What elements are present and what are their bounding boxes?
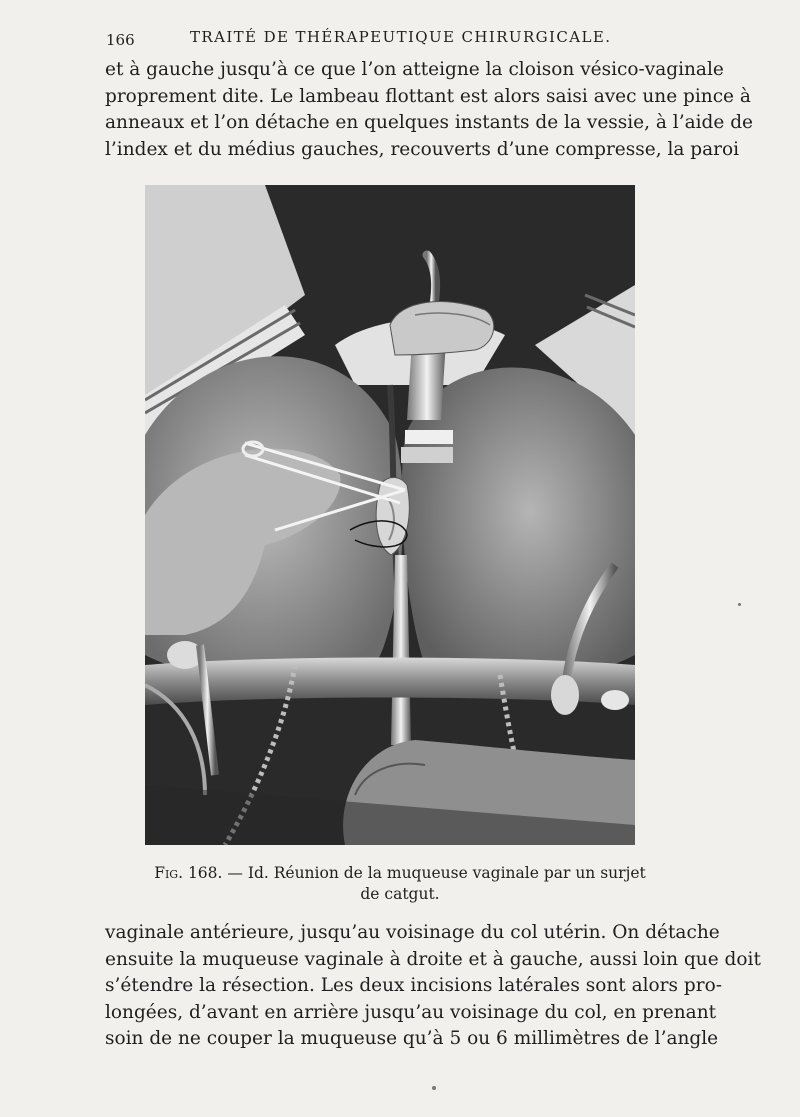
page-number: 166: [106, 31, 135, 49]
text-line: ensuite la muqueuse vaginale à droite et à gauche, aussi loin que doit: [105, 948, 761, 970]
surgical-illustration: [145, 185, 635, 845]
text-line: soin de ne couper la muqueuse qu’à 5 ou 6 millimètres de l’angle: [105, 1028, 719, 1049]
text-line: l’index et du médius gauches, recouverts d’une compresse, la paroi: [105, 138, 740, 160]
caption-line-2: de catgut.: [360, 885, 440, 903]
text-line: longées, d’avant en arrière jusqu’au voisinage du col, en prenant: [105, 1001, 717, 1023]
illustration-drawing: [145, 185, 635, 845]
text-line: proprement dite. Le lambeau flottant est alors saisi avec une pince à: [105, 85, 751, 107]
text-line: vaginale antérieure, jusqu’au voisinage du col utérin. On détache: [105, 922, 720, 943]
text-line: et à gauche jusqu’à ce que l’on atteigne la cloison vésico-vaginale: [105, 59, 724, 80]
running-title: TRAITÉ DE THÉRAPEUTIQUE CHIRURGICALE.: [190, 28, 612, 46]
figure-caption: [150, 863, 650, 905]
text-line: anneaux et l’on détache en quelques instants de la vessie, à l’aide de: [105, 112, 754, 133]
caption-text: — Id. Réunion de la muqueuse vaginale par un surjet: [222, 864, 646, 882]
paper-speck: [738, 603, 741, 606]
text-line: s’étendre la résection. Les deux incisions latérales sont alors pro-: [105, 975, 722, 996]
bottom-paragraph: [105, 920, 761, 1053]
figure-label: Fig. 168.: [154, 864, 223, 882]
top-paragraph: [105, 57, 754, 163]
paper-speck: [432, 1086, 436, 1090]
caption-line-1: [150, 863, 650, 884]
